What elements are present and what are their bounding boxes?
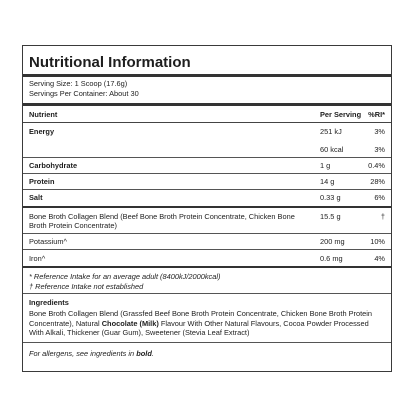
row-iron-ri: 4% [374,254,385,263]
row-protein-value: 14 g [320,177,335,186]
allergen-note [29,349,154,358]
row-protein-ri: 28% [370,177,385,186]
allergen-note-emphasis: bold [136,349,152,358]
row-energy-label: Energy [29,127,55,136]
collagen-divider [23,233,391,234]
serving-divider [23,103,391,106]
allergen-note-suffix: . [151,349,154,358]
row-collagen-blend-value: 15.5 g [320,212,341,221]
ingredients-heading: Ingredients [29,298,69,307]
row-carbohydrate-ri: 0.4% [368,161,385,170]
serving-size: Serving Size: 1 Scoop (17.6g) [29,79,128,88]
title-divider [23,74,391,77]
row-iron-value: 0.6 mg [320,254,343,263]
header-divider [23,122,391,123]
ingredients-text [29,309,385,338]
row-carbohydrate-label: Carbohydrate [29,161,78,170]
row-salt-ri: 6% [374,193,385,202]
header-per-serving: Per Serving [320,110,362,119]
ingredients-part-1: Bone Broth Collagen Blend (Grassfed Beef Bone Broth Protein Concentrate, Chicken Bone Broth Protein Concentrate), Natural [29,309,373,328]
row-energy-kj: 251 kJ [320,127,342,136]
row-collagen-blend-label: Bone Broth Collagen Blend (Beef Bone Broth Protein Concentrate, Chicken Bone Broth Protein Concentrate) [29,212,295,230]
table-bottom-divider [23,266,391,268]
row-iron-label: Iron^ [29,254,46,263]
row-energy-kcal-ri: 3% [374,145,385,154]
row-energy-kj-ri: 3% [374,127,385,136]
footnote-divider [23,293,391,294]
salt-divider [23,206,391,208]
protein-divider [23,189,391,190]
ingredients-divider [23,342,391,343]
row-collagen-blend-ri: † [380,212,385,221]
row-protein-label: Protein [29,177,55,186]
row-energy-kcal: 60 kcal [320,145,344,154]
servings-per-container: Servings Per Container: About 30 [29,89,139,98]
row-potassium-value: 200 mg [320,237,345,246]
page-title: Nutritional Information [29,54,191,71]
row-potassium-label: Potassium^ [29,237,67,246]
ingredients-allergen-highlight: Chocolate (Milk) [101,318,159,328]
potassium-divider [23,249,391,250]
footnote-ri: * Reference Intake for an average adult (8400kJ/2000kcal) [29,272,221,281]
nutrition-panel [22,45,392,372]
allergen-note-prefix: For allergens, see ingredients in [29,349,137,358]
row-carbohydrate-value: 1 g [320,161,331,170]
carbohydrate-divider [23,173,391,174]
footnote-dagger: † Reference Intake not established [29,282,144,291]
energy-divider [23,157,391,158]
header-nutrient: Nutrient [29,110,58,119]
row-salt-value: 0.33 g [320,193,341,202]
row-salt-label: Salt [29,193,43,202]
header-ri: %RI* [368,110,385,119]
ingredients-part-2: Flavour With Other Natural Flavours, Cocoa Powder Processed With Alkali, Thickener (Guar Gum), Sweetener (Stevia Leaf Extract) [29,318,369,337]
row-potassium-ri: 10% [370,237,385,246]
